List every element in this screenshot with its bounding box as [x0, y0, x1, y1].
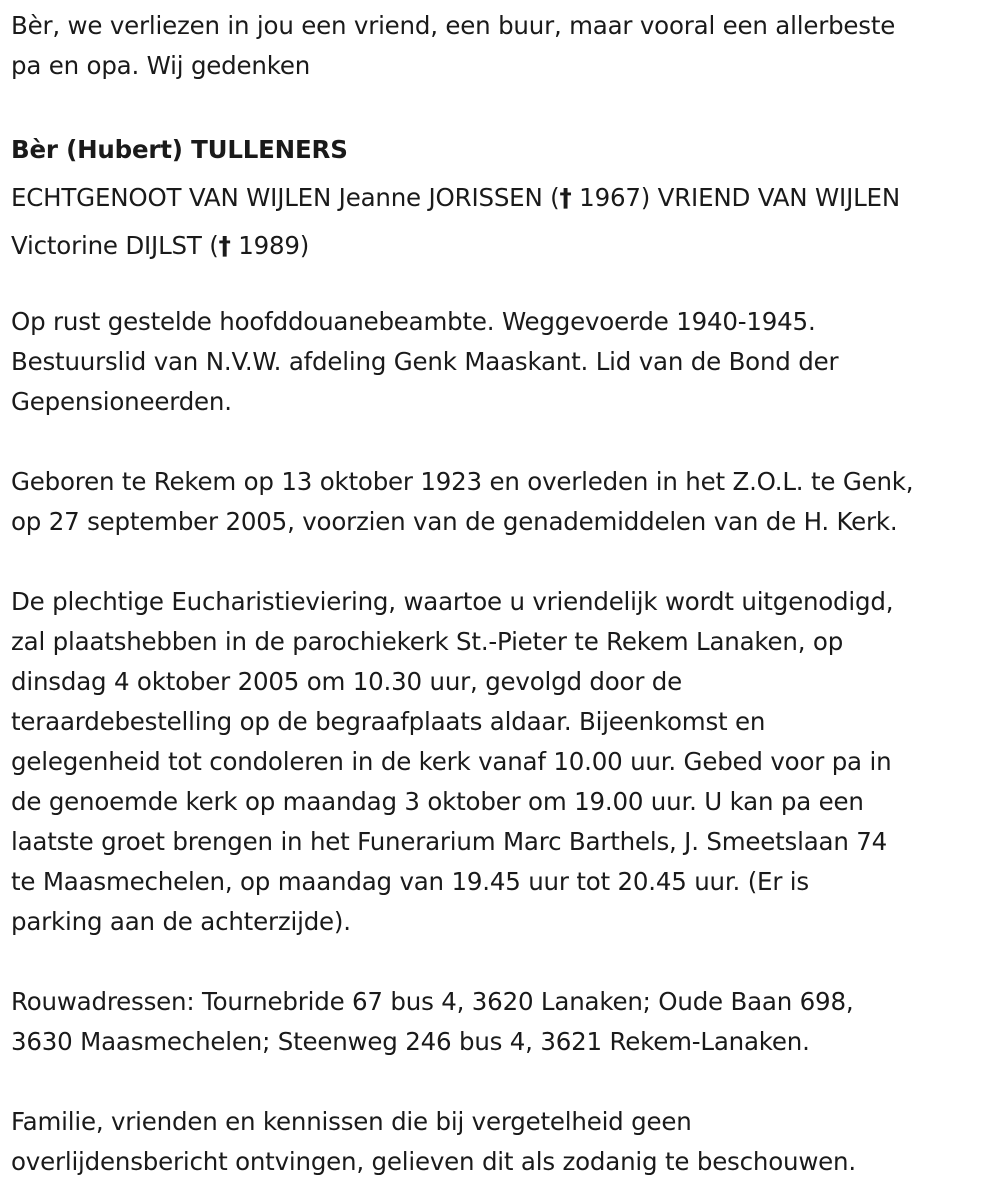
intro-line: Bèr, we verliezen in jou een vriend, een buur, maar vooral een allerbeste [11, 11, 896, 40]
ceremony-line: de genoemde kerk op maandag 3 oktober om 19.00 uur. U kan pa een [11, 787, 864, 816]
closing-paragraph [11, 1102, 1000, 1182]
birth-paragraph [11, 462, 1000, 542]
cross-icon: † [218, 231, 231, 260]
spouse-paragraph [11, 174, 1000, 270]
spouse-line: ECHTGENOOT VAN WIJLEN Jeanne JORISSEN († 1967) VRIEND VAN WIJLEN [11, 183, 900, 212]
ceremony-line: te Maasmechelen, op maandag van 19.45 uur tot 20.45 uur. (Er is [11, 867, 809, 896]
ceremony-line: dinsdag 4 oktober 2005 om 10.30 uur, gevolgd door de [11, 667, 683, 696]
closing-line: Familie, vrienden en kennissen die bij vergetelheid geen [11, 1107, 692, 1136]
ceremony-line: zal plaatshebben in de parochiekerk St.-Pieter te Rekem Lanaken, op [11, 627, 844, 656]
spouse-line: Victorine DIJLST († 1989) [11, 231, 310, 260]
career-line: Bestuurslid van N.V.W. afdeling Genk Maaskant. Lid van de Bond der [11, 347, 839, 376]
ceremony-line: teraardebestelling op de begraafplaats aldaar. Bijeenkomst en [11, 707, 766, 736]
career-line: Gepensioneerden. [11, 387, 232, 416]
career-line: Op rust gestelde hoofddouanebeambte. Weggevoerde 1940-1945. [11, 307, 816, 336]
addresses-paragraph [11, 982, 1000, 1062]
intro-paragraph [11, 6, 1000, 86]
career-paragraph [11, 302, 1000, 422]
birth-line: Geboren te Rekem op 13 oktober 1923 en overleden in het Z.O.L. te Genk, [11, 467, 914, 496]
birth-line: op 27 september 2005, voorzien van de genademiddelen van de H. Kerk. [11, 507, 898, 536]
ceremony-line: De plechtige Eucharistieviering, waartoe u vriendelijk wordt uitgenodigd, [11, 587, 894, 616]
ceremony-line: gelegenheid tot condoleren in de kerk vanaf 10.00 uur. Gebed voor pa in [11, 747, 892, 776]
ceremony-paragraph [11, 582, 1000, 942]
ceremony-line: laatste groet brengen in het Funerarium Marc Barthels, J. Smeetslaan 74 [11, 827, 888, 856]
addresses-line: 3630 Maasmechelen; Steenweg 246 bus 4, 3621 Rekem-Lanaken. [11, 1027, 810, 1056]
closing-line: overlijdensbericht ontvingen, gelieven dit als zodanig te beschouwen. [11, 1147, 856, 1176]
cross-icon: † [559, 183, 572, 212]
addresses-line: Rouwadressen: Tournebride 67 bus 4, 3620 Lanaken; Oude Baan 698, [11, 987, 854, 1016]
intro-line: pa en opa. Wij gedenken [11, 51, 311, 80]
ceremony-line: parking aan de achterzijde). [11, 907, 351, 936]
deceased-name: Bèr (Hubert) TULLENERS [11, 135, 348, 164]
